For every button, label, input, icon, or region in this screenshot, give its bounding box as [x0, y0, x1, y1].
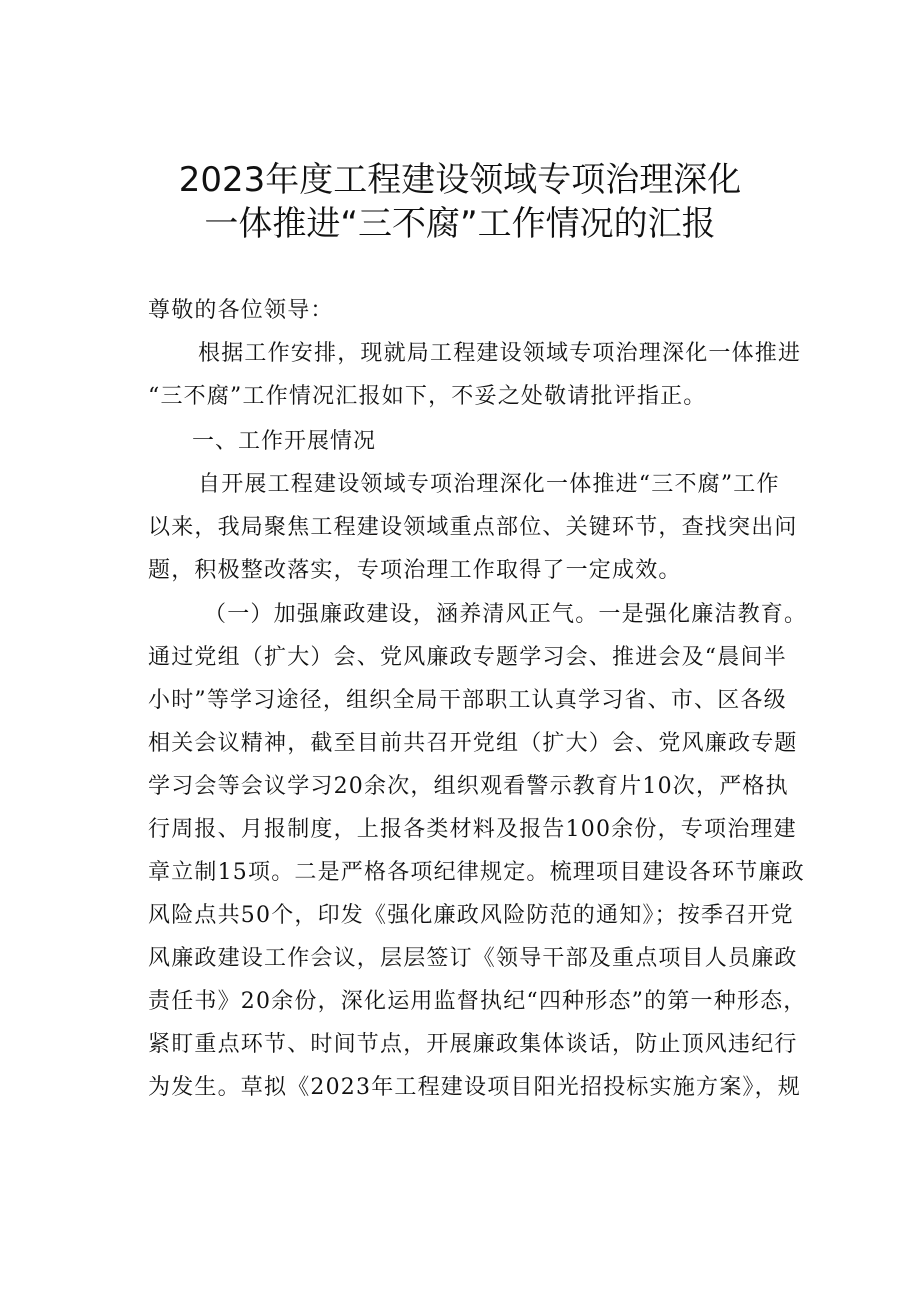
- section-1-line-1: 自开展工程建设领域专项治理深化一体推进“三不腐”工作: [198, 472, 780, 497]
- section-1-line-2: 以来，我局聚焦工程建设领域重点部位、关键环节，查找突出问: [148, 515, 798, 540]
- subsection-1-line-10: 责任书》20余份，深化运用监督执纪“四种形态”的第一种形态，: [148, 989, 807, 1014]
- section-1-heading: 一、工作开展情况: [192, 429, 377, 454]
- subsection-1-line-12: 为发生。草拟《2023年工程建设项目阳光招投标实施方案》，规: [148, 1075, 801, 1100]
- intro-line-2: “三不腐”工作情况汇报如下，不妥之处敬请批评指正。: [148, 384, 707, 409]
- subsection-1-line-5: 学习会等会议学习20余次，组织观看警示教育片10次，严格执: [148, 774, 789, 799]
- subsection-1-line-3: 小时”等学习途径，组织全局干部职工认真学习省、市、区各级: [148, 688, 787, 713]
- subsection-1-line-11: 紧盯重点环节、时间节点，开展廉政集体谈话，防止顶风违纪行: [148, 1032, 798, 1057]
- subsection-1-line-2: 通过党组（扩大）会、党风廉政专题学习会、推进会及“晨间半: [148, 645, 787, 670]
- salutation: 尊敬的各位领导：: [148, 298, 334, 323]
- document-title-line-2: 一体推进“三不腐”工作情况的汇报: [204, 204, 716, 244]
- intro-line-1: 根据工作安排，现就局工程建设领域专项治理深化一体推进: [198, 341, 802, 366]
- document-title-line-1: 2023年度工程建设领域专项治理深化: [178, 160, 742, 200]
- section-1-line-3: 题，积极整改落实，专项治理工作取得了一定成效。: [148, 558, 682, 583]
- subsection-1-line-8: 风险点共50个，印发《强化廉政风险防范的通知》；按季召开党: [148, 903, 794, 928]
- subsection-1-line-1: （一）加强廉政建设，涵养清风正气。一是强化廉洁教育。: [204, 602, 808, 627]
- subsection-1-line-7: 章立制15项。二是严格各项纪律规定。梳理项目建设各环节廉政: [148, 860, 805, 885]
- subsection-1-line-9: 风廉政建设工作会议，层层签订《领导干部及重点项目人员廉政: [148, 946, 798, 971]
- subsection-1-line-4: 相关会议精神，截至目前共召开党组（扩大）会、党风廉政专题: [148, 731, 798, 756]
- subsection-1-line-6: 行周报、月报制度，上报各类材料及报告100余份，专项治理建: [148, 817, 797, 842]
